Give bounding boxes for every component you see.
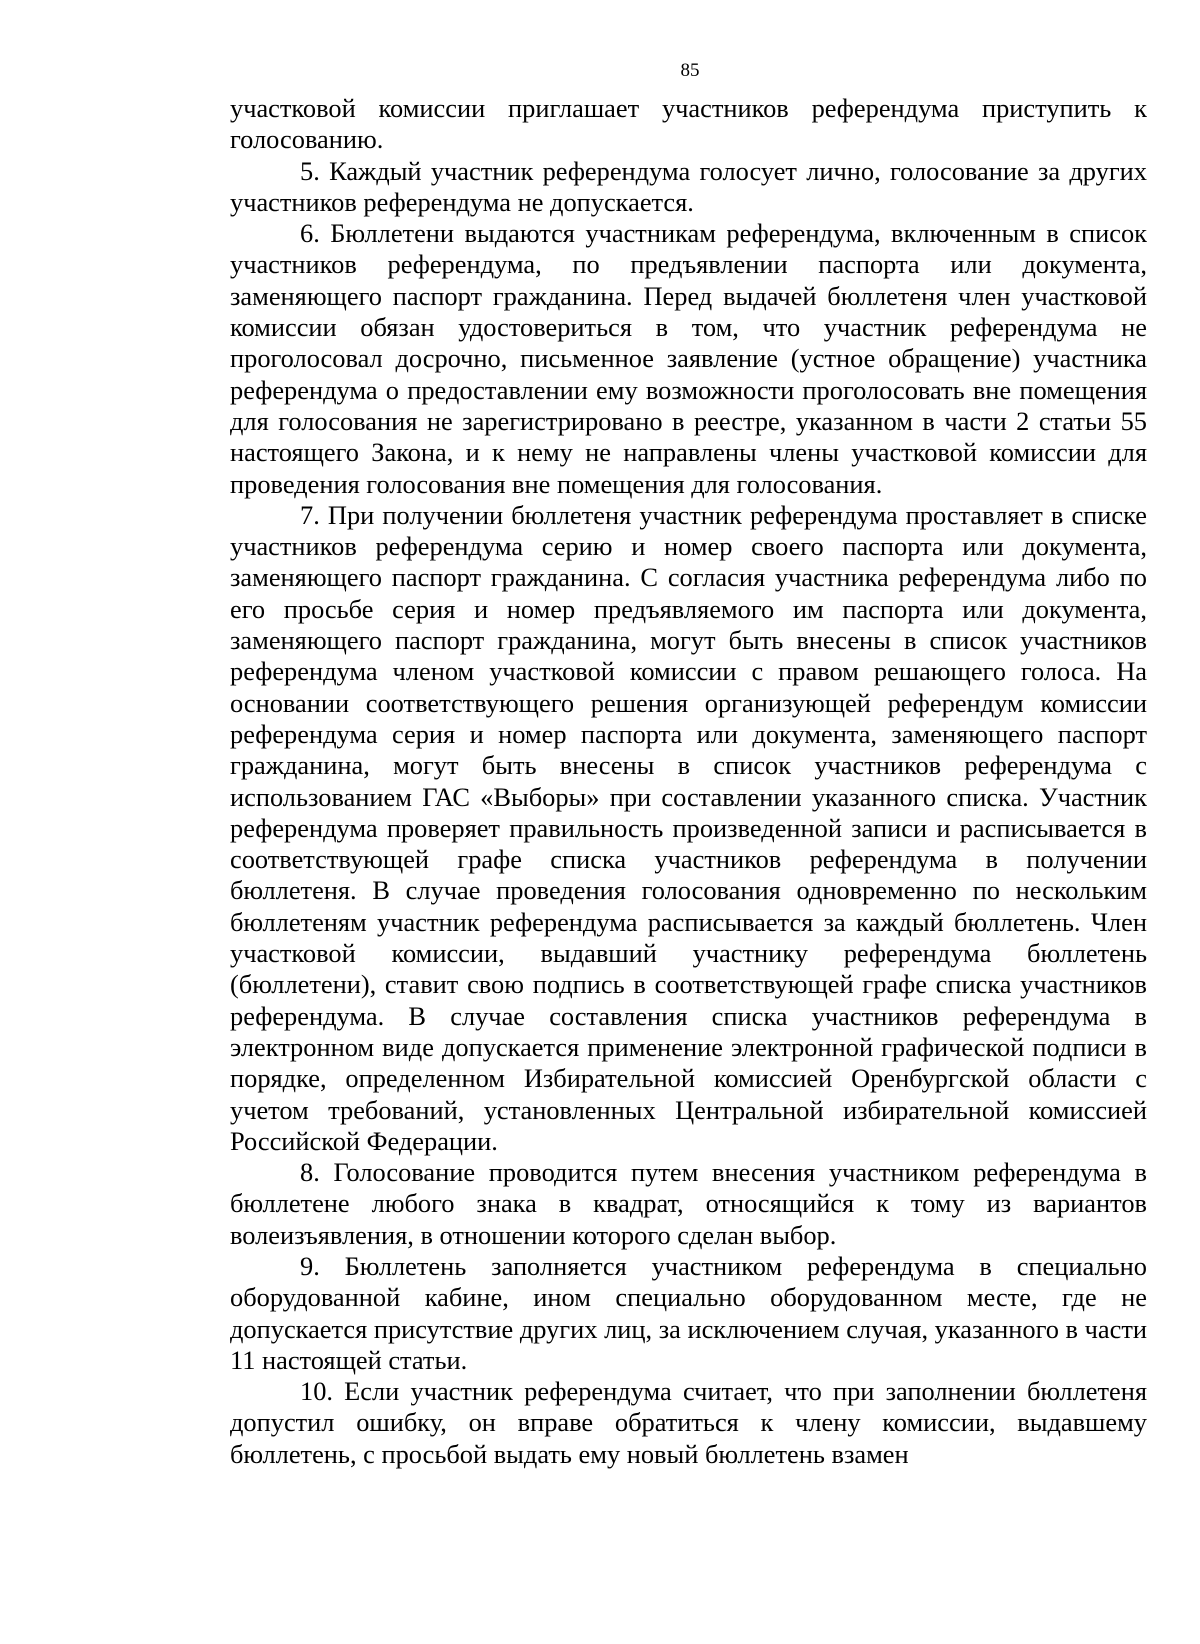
paragraph-5: 5. Каждый участник референдума голосует лично, голосование за других участников референдума не допускается.	[230, 155, 1147, 217]
paragraph-7: 7. При получении бюллетеня участник референдума проставляет в списке участников референдума серию и номер своего паспорта или документа, заменяющего паспорт гражданина. С согласия участника референдума либо по его просьбе серия и номер предъявляемого им паспорта или документа, заменяющего паспорт гражданина, могут быть внесены в список участников референдума членом участковой комиссии с правом решающего голоса. На основании соответствующего решения организующей референдум комиссии референдума серия и номер паспорта или документа, заменяющего паспорт гражданина, могут быть внесены в список участников референдума с использованием ГАС «Выборы» при составлении указанного списка. Участник референдума проверяет правильность произведенной записи и расписывается в соответствующей графе списка участников референдума в получении бюллетеня. В случае проведения голосования одновременно по нескольким бюллетеням участник референдума расписывается за каждый бюллетень. Член участковой комиссии, выдавший участнику референдума бюллетень (бюллетени), ставит свою подпись в соответствующей графе списка участников референдума. В случае составления списка участников референдума в электронном виде допускается применение электронной графической подписи в порядке, определенном Избирательной комиссией Оренбургской области с учетом требований, установленных Центральной избирательной комиссией Российской Федерации.	[230, 499, 1147, 1156]
paragraph-continuation: участковой комиссии приглашает участников референдума приступить к голосованию.	[230, 93, 1147, 155]
paragraph-8: 8. Голосование проводится путем внесения участником референдума в бюллетене любого знака в квадрат, относящийся к тому из вариантов волеизъявления, в отношении которого сделан выбор.	[230, 1157, 1147, 1250]
paragraph-6: 6. Бюллетени выдаются участникам референдума, включенным в список участников референдума, по предъявлении паспорта или документа, заменяющего паспорт гражданина. Перед выдачей бюллетеня член участковой комиссии обязан удостовериться в том, что участник референдума не проголосовал досрочно, письменное заявление (устное обращение) участника референдума о предоставлении ему возможности проголосовать вне помещения для голосования не зарегистрировано в реестре, указанном в части 2 статьи 55 настоящего Закона, и к нему не направлены члены участковой комиссии для проведения голосования вне помещения для голосования.	[230, 218, 1147, 499]
paragraph-9: 9. Бюллетень заполняется участником референдума в специально оборудованной кабине, ином специально оборудованном месте, где не допускается присутствие других лиц, за исключением случая, указанного в части 11 настоящей статьи.	[230, 1250, 1147, 1375]
page-number: 85	[680, 60, 700, 81]
paragraph-10: 10. Если участник референдума считает, что при заполнении бюллетеня допустил ошибку, он вправе обратиться к члену комиссии, выдавшему бюллетень, с просьбой выдать ему новый бюллетень взамен	[230, 1376, 1147, 1469]
document-body	[230, 93, 1147, 1470]
